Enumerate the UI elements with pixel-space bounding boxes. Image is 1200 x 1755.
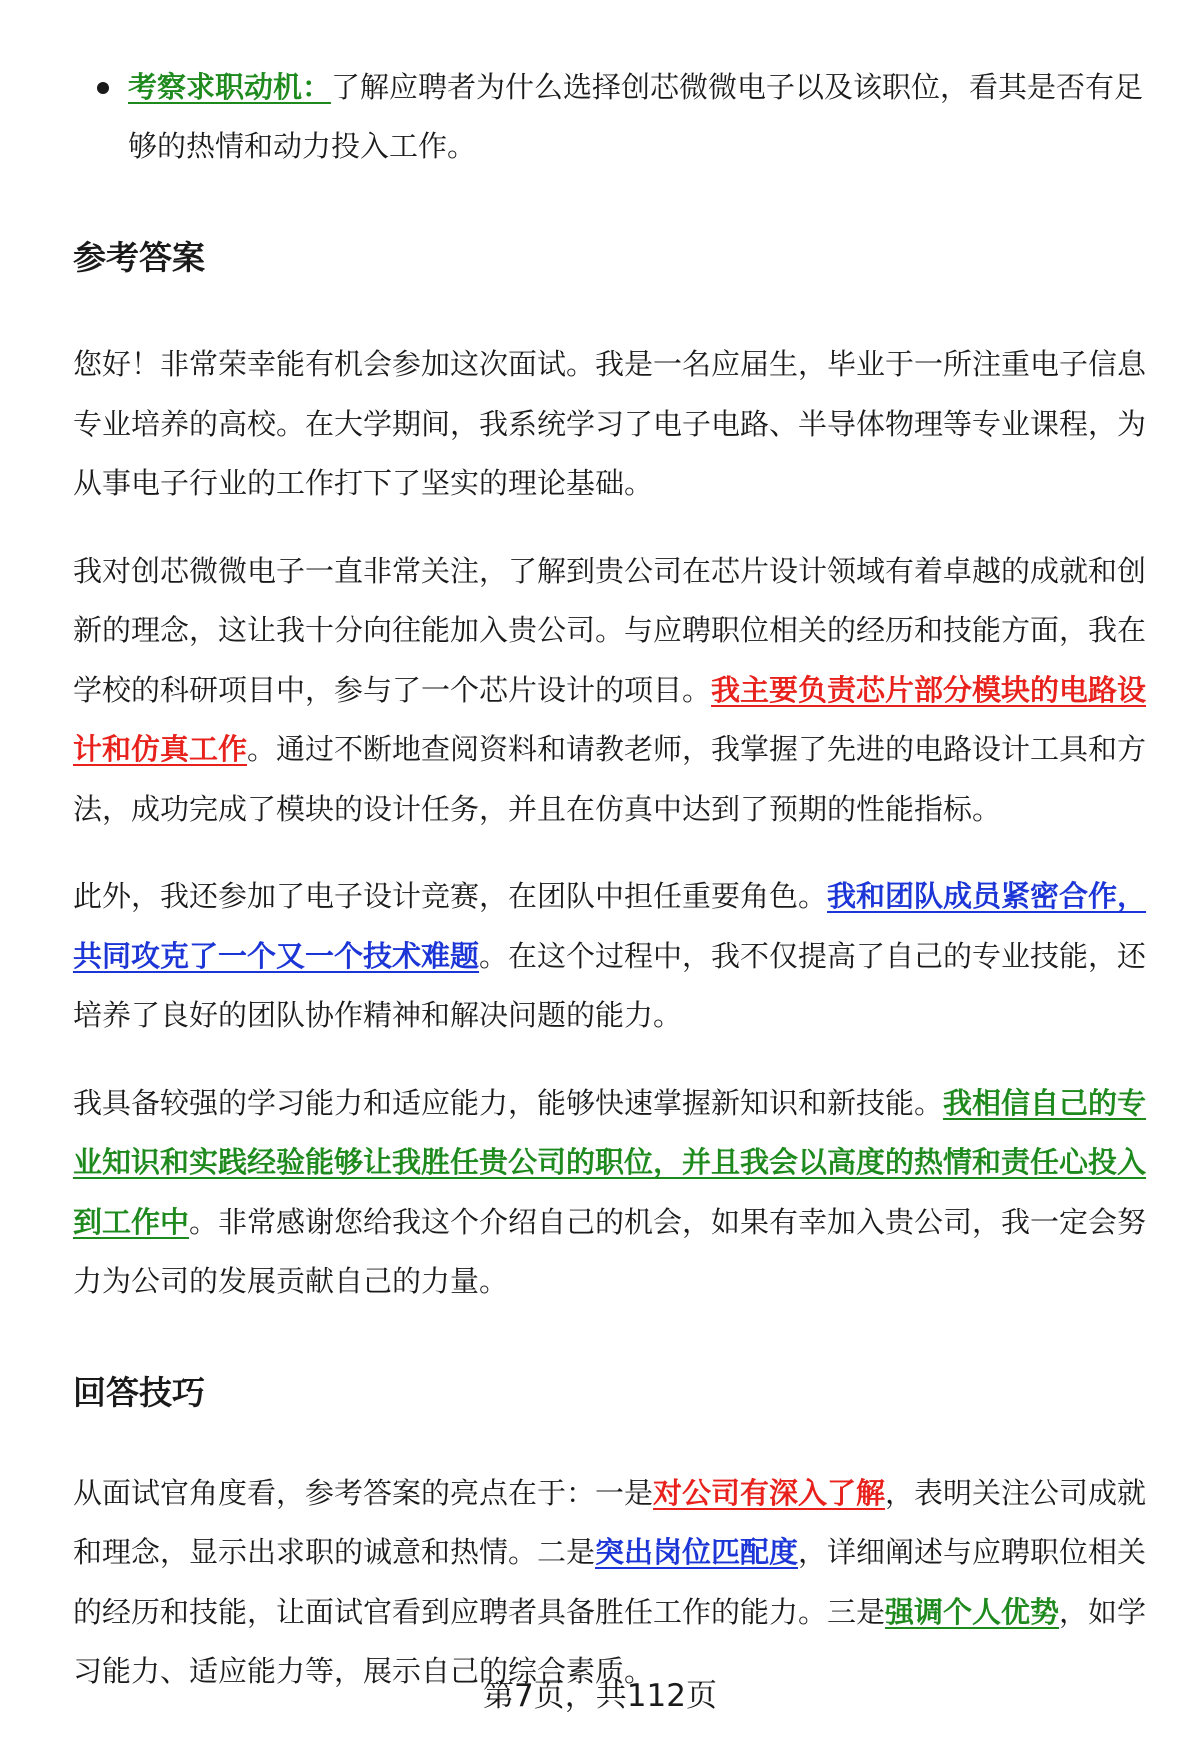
bullet-text: 了解应聘者为什么选择创芯微微电子以及该职位，看其是否有足够的热情和动力投入工作。 bbox=[128, 70, 1144, 163]
bullet-icon bbox=[97, 82, 109, 94]
paragraph-text: 此外，我还参加了电子设计竞赛，在团队中担任重要角色。 bbox=[73, 879, 828, 913]
paragraph-text: 从面试官角度看，参考答案的亮点在于：一是 bbox=[73, 1475, 654, 1510]
document-page bbox=[73, 58, 1148, 1702]
paragraph-text: ，如学习能力、适应能力等，展示自己的综合素质。 bbox=[73, 1594, 1147, 1688]
highlight-red: 对公司有深入了解 bbox=[653, 1475, 886, 1510]
paragraph-text: ，详细阐述与应聘职位相关的经历和技能，让面试官看到应聘者具备胜任工作的能力。三是 bbox=[73, 1535, 1147, 1629]
paragraph-text: 我对创芯微微电子一直非常关注，了解到贵公司在芯片设计领域有着卓越的成就和创新的理念，这让我十分向往能加入贵公司。与应聘职位相关的经历和技能方面，我在学校的科研项目中，参与了一个芯片设计的项目。 bbox=[73, 553, 1147, 707]
highlight-green: 我相信自己的专业知识和实践经验能够让我胜任贵公司的职位，并且我会以高度的热情和责任心投入到工作中 bbox=[73, 1085, 1147, 1239]
list-item bbox=[73, 58, 1148, 176]
section-heading-reference: 参考答案 bbox=[73, 238, 205, 277]
highlight-blue: 我和团队成员紧密合作，共同攻克了一个又一个技术难题 bbox=[73, 879, 1147, 973]
paragraph-text: 您好！非常荣幸能有机会参加这次面试。我是一名应届生，毕业于一所注重电子信息专业培养的高校。在大学期间，我系统学习了电子电路、半导体物理等专业课程，为从事电子行业的工作打下了坚实的理论基础。 bbox=[73, 347, 1147, 500]
paragraph-text: 我具备较强的学习能力和适应能力，能够快速掌握新知识和新技能。 bbox=[73, 1085, 944, 1120]
paragraph-text: 。非常感谢您给我这个介绍自己的机会，如果有幸加入贵公司，我一定会努力为公司的发展贡献自己的力量。 bbox=[73, 1204, 1147, 1298]
highlight-blue: 突出岗位匹配度 bbox=[595, 1535, 799, 1569]
paragraph bbox=[73, 867, 1148, 1046]
paragraph-text: 。在这个过程中，我不仅提高了自己的专业技能，还培养了良好的团队协作精神和解决问题的能力。 bbox=[73, 938, 1147, 1032]
paragraph bbox=[73, 542, 1148, 840]
paragraph bbox=[73, 335, 1148, 514]
highlight-red: 我主要负责芯片部分模块的电路设计和仿真工作 bbox=[73, 672, 1147, 766]
paragraph bbox=[73, 1464, 1148, 1702]
section-heading-tips: 回答技巧 bbox=[73, 1372, 205, 1412]
paragraph-text: 。通过不断地查阅资料和请教老师，我掌握了先进的电路设计工具和方法，成功完成了模块的设计任务，并且在仿真中达到了预期的性能指标。 bbox=[73, 732, 1147, 826]
paragraph-text: ，表明关注公司成就和理念，显示出求职的诚意和热情。二是 bbox=[73, 1475, 1147, 1569]
page-number: 第7页，共112页 bbox=[483, 1678, 717, 1714]
paragraph bbox=[73, 1074, 1148, 1312]
bullet-label: 考察求职动机： bbox=[128, 70, 332, 104]
highlight-green: 强调个人优势 bbox=[885, 1594, 1060, 1629]
